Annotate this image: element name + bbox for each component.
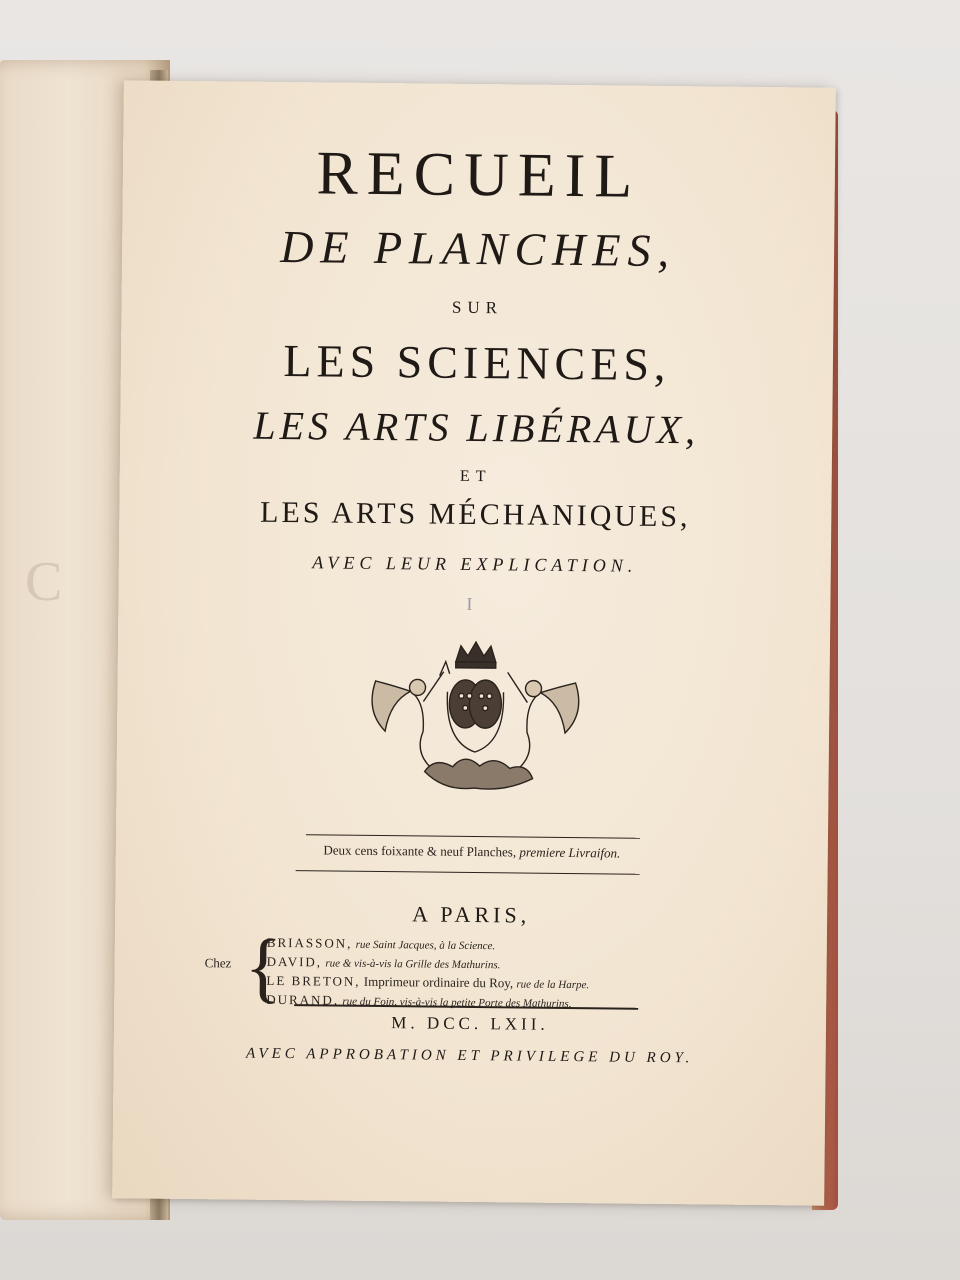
publication-date: M. DCC. LXII. xyxy=(391,1013,549,1034)
imprint-city: A PARIS, xyxy=(412,901,531,928)
publisher-row xyxy=(266,991,589,1013)
bottom-livraison-rule xyxy=(296,870,640,875)
pencil-mark: I xyxy=(466,593,473,614)
publisher-name: LE BRETON, xyxy=(266,972,361,989)
title-de-planches: DE PLANCHES, xyxy=(279,220,677,277)
livraison-line xyxy=(116,840,828,863)
publisher-name: DAVID, xyxy=(266,953,323,970)
title-les-sciences: LES SCIENCES, xyxy=(283,334,671,391)
publisher-name: DURAND, xyxy=(266,991,340,1008)
publisher-brace-glyph: { xyxy=(244,922,283,1011)
title-et: ET xyxy=(459,467,492,486)
title-page xyxy=(112,80,836,1205)
title-recueil: RECUEIL xyxy=(316,139,642,211)
publisher-name: BRIASSON, xyxy=(266,934,353,951)
title-explication: AVEC LEUR EXPLICATION. xyxy=(312,552,638,576)
publisher-address: rue & vis-à-vis la Grille des Mathurins. xyxy=(325,957,501,972)
publisher-address: rue du Foin, vis-à-vis la petite Porte des Mathurins. xyxy=(342,995,572,1011)
publisher-title: Imprimeur ordinaire du Roy, xyxy=(363,973,514,991)
top-double-rule xyxy=(306,834,640,838)
livraison-italic: premiere Livraifon. xyxy=(519,844,621,861)
title-sur: SUR xyxy=(451,297,504,318)
royal-arms-vignette xyxy=(354,631,596,804)
title-arts-mechaniques: LES ARTS MÉCHANIQUES, xyxy=(259,495,691,534)
livraison-text: Deux cens foixante & neuf Planches, xyxy=(323,842,517,860)
imprint-chez: Chez xyxy=(204,955,232,971)
approbation-line: AVEC APPROBATION ET PRIVILEGE DU ROY. xyxy=(245,1045,694,1067)
publisher-list xyxy=(266,934,589,1013)
publisher-address: rue de la Harpe. xyxy=(516,978,590,992)
left-page-bleed-through: C xyxy=(25,551,63,613)
publisher-address: rue Saint Jacques, à la Science. xyxy=(355,938,496,953)
title-arts-liberaux: LES ARTS LIBÉRAUX, xyxy=(253,402,700,453)
